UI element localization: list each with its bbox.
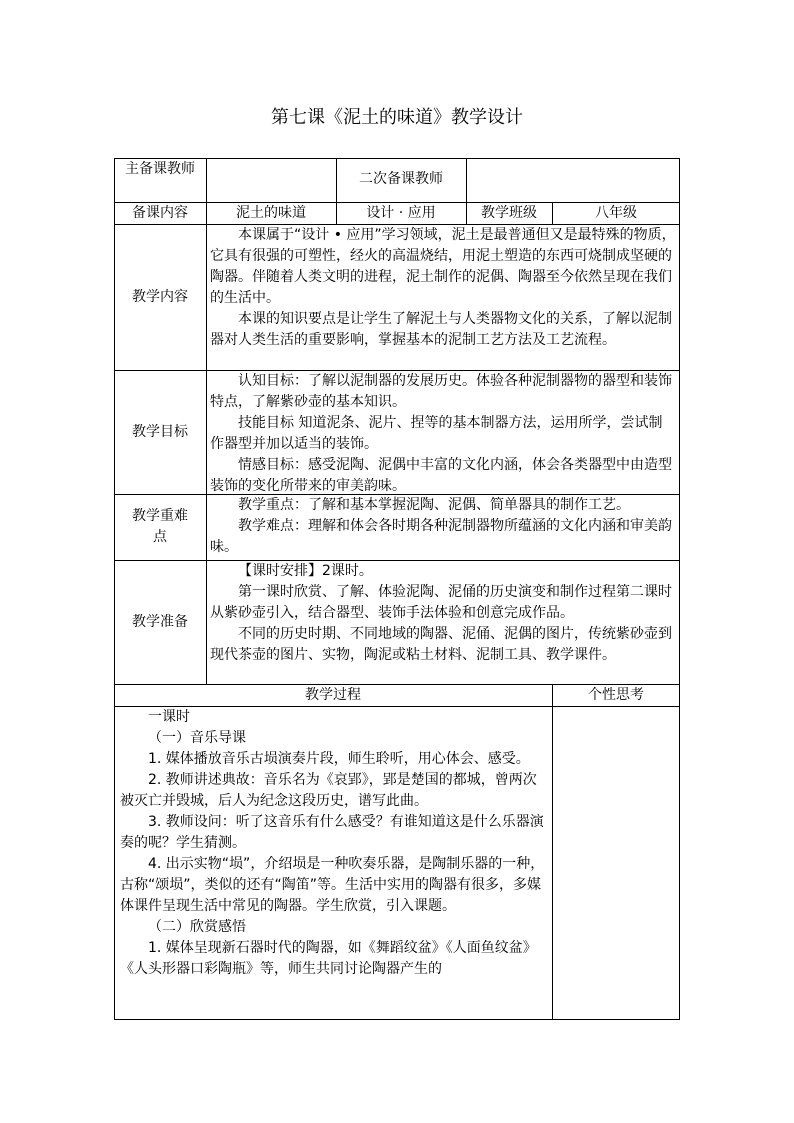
reflection-header: 个性思考 bbox=[588, 687, 644, 703]
process-body bbox=[120, 707, 546, 980]
preparation-label: 教学准备 bbox=[132, 614, 188, 630]
document-title: 第七课《泥土的味道》教学设计 bbox=[271, 107, 523, 128]
content-label: 备课内容 bbox=[132, 205, 188, 221]
class-label: 教学班级 bbox=[481, 205, 537, 221]
process-line: （二）欣赏感悟 bbox=[148, 919, 246, 935]
key-points-text bbox=[210, 495, 676, 558]
class-value: 八年级 bbox=[595, 205, 637, 221]
process-line: 1. 媒体播放音乐古埙演奏片段，师生聆听，用心体会、感受。 bbox=[148, 751, 530, 767]
column-divider bbox=[206, 158, 207, 684]
teaching-content-paragraph: 本课的知识要点是让学生了解泥土与人类器物文化的关系，了解以泥制器对人类生活的重要影响，掌握基本的泥制工艺方法及工艺流程。 bbox=[210, 311, 672, 348]
key-points-label: 教学重难点 bbox=[132, 508, 188, 545]
teaching-goals-label: 教学目标 bbox=[132, 424, 188, 440]
content-value: 泥土的味道 bbox=[236, 205, 306, 221]
key-point-paragraph: 教学难点：理解和体会各时期各种泥制器物所蕴涵的文化内涵和审美韵味。 bbox=[210, 518, 672, 555]
teaching-content-text bbox=[210, 225, 676, 351]
teaching-goal-paragraph: 认知目标：了解以泥制器的发展历史。体验各种泥制器物的器型和装饰特点，了解紫砂壶的基本知识。 bbox=[210, 373, 672, 410]
preparation-text bbox=[210, 561, 676, 666]
key-point-paragraph: 教学重点：了解和基本掌握泥陶、泥偶、简单器具的制作工艺。 bbox=[238, 497, 630, 513]
preparation-paragraph: 第一课时欣赏、了解、体验泥陶、泥俑的历史演变和制作过程第二课时从紫砂壶引入，结合器型、装饰手法体验和创意完成作品。 bbox=[210, 584, 672, 621]
teaching-content-label: 教学内容 bbox=[132, 289, 188, 305]
process-line: 一课时 bbox=[148, 709, 190, 725]
process-line: 3. 教师设问：听了这音乐有什么感受？有谁知道这是什么乐器演奏的呢？学生猜测。 bbox=[120, 814, 544, 851]
preparation-paragraph: 【课时安排】2课时。 bbox=[238, 563, 373, 579]
process-line: 1. 媒体呈现新石器时代的陶器，如《舞蹈纹盆》《人面鱼纹盆》《人头形器口彩陶瓶》等，师生共同讨论陶器产生的 bbox=[120, 940, 537, 977]
column-divider bbox=[552, 684, 553, 1020]
teaching-content-paragraph: 本课属于“设计 • 应用”学习领域，泥土是最普通但又是最特殊的物质，它具有很强的可塑性，经火的高温烧结，用泥土塑造的东西可烧制成坚硬的陶器。伴随着人类文明的进程，泥土制作的泥偶、陶器至今依然呈现在我们的生活中。 bbox=[210, 227, 676, 306]
process-line: （一）音乐导课 bbox=[148, 730, 246, 746]
process-line: 2. 教师讲述典故：音乐名为《哀郢》，郢是楚国的都城，曾两次被灭亡并毁城，后人为纪念这段历史，谱写此曲。 bbox=[120, 772, 537, 809]
chief-teacher-label: 主备课教师 bbox=[125, 161, 195, 177]
domain-value: 设计 · 应用 bbox=[366, 205, 436, 221]
teaching-goal-paragraph: 技能目标 知道泥条、泥片、捏等的基本制器方法，运用所学，尝试制作器型并加以适当的装饰。 bbox=[210, 415, 663, 452]
teaching-goals-text bbox=[210, 371, 676, 497]
preparation-paragraph: 不同的历史时期、不同地域的陶器、泥俑、泥偶的图片，传统紫砂壶到现代茶壶的图片、实物，陶泥或粘土材料、泥制工具、教学课件。 bbox=[210, 626, 672, 663]
process-header: 教学过程 bbox=[305, 687, 361, 703]
teaching-goal-paragraph: 情感目标：感受泥陶、泥偶中丰富的文化内涵，体会各类器型中由造型装饰的变化所带来的审美韵味。 bbox=[210, 457, 672, 494]
lesson-plan-table bbox=[114, 158, 680, 1020]
second-teacher-label: 二次备课教师 bbox=[359, 171, 443, 187]
process-line: 4. 出示实物“埙”，介绍埙是一种吹奏乐器，是陶制乐器的一种，古称“颂埙”，类似的还有“陶笛”等。生活中实用的陶器有很多，多媒体课件呈现生活中常见的陶器。学生欣赏，引入课题。 bbox=[120, 856, 545, 914]
